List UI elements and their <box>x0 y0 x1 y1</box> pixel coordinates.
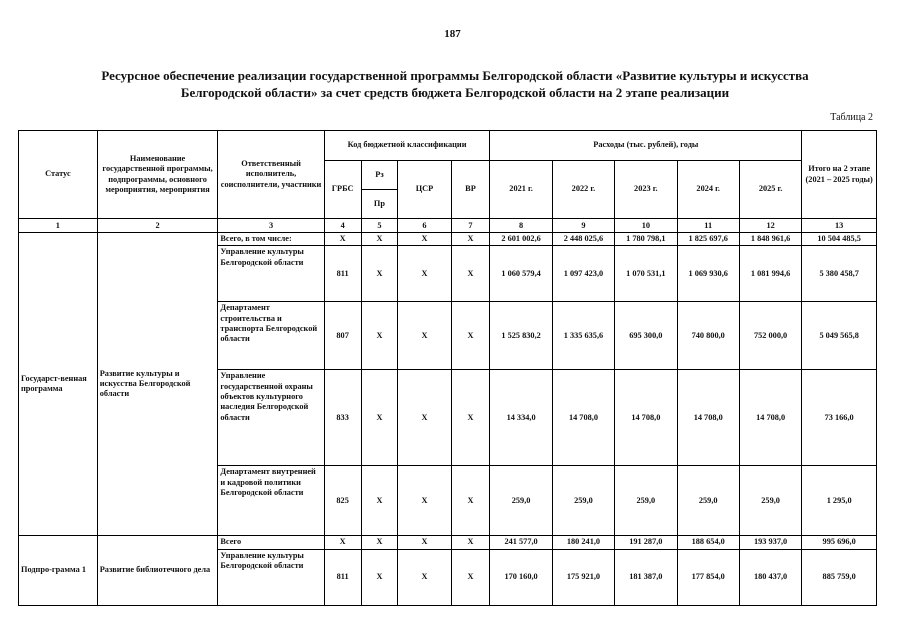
rz-cell: Х <box>361 246 398 302</box>
column-number: 3 <box>218 219 324 233</box>
header-year-2023: 2023 г. <box>615 161 677 219</box>
value-2022-cell: 1 097 423,0 <box>552 246 614 302</box>
header-grbs: ГРБС <box>324 161 361 219</box>
executor-cell: Департамент внутренней и кадровой политики Белгородской области <box>218 466 324 536</box>
executor-cell: Управление культуры Белгородской области <box>218 549 324 605</box>
column-number: 2 <box>97 219 218 233</box>
header-executor: Ответственный исполнитель, соисполнители, участники <box>218 131 324 219</box>
executor-cell: Всего, в том числе: <box>218 233 324 246</box>
column-number-row <box>19 219 877 233</box>
value-2021-cell: 1 060 579,4 <box>490 246 552 302</box>
value-2024-cell: 1 069 930,6 <box>677 246 739 302</box>
value-2025-cell: 752 000,0 <box>739 302 801 370</box>
value-2023-cell: 14 708,0 <box>615 370 677 466</box>
header-csr: ЦСР <box>398 161 451 219</box>
grbs-cell: 825 <box>324 466 361 536</box>
resource-table <box>18 130 877 606</box>
status-cell: Подпро-грамма 1 <box>19 536 98 605</box>
value-2021-cell: 1 525 830,2 <box>490 302 552 370</box>
total-cell: 10 504 485,5 <box>802 233 877 246</box>
column-number: 5 <box>361 219 398 233</box>
column-number: 12 <box>739 219 801 233</box>
value-2021-cell: 241 577,0 <box>490 536 552 549</box>
table-header <box>19 131 877 233</box>
value-2021-cell: 170 160,0 <box>490 549 552 605</box>
csr-cell: Х <box>398 246 451 302</box>
header-rz: Рз <box>361 161 398 190</box>
column-number: 11 <box>677 219 739 233</box>
table-caption: Таблица 2 <box>830 112 873 123</box>
vr-cell: Х <box>451 233 490 246</box>
vr-cell: Х <box>451 246 490 302</box>
value-2023-cell: 181 387,0 <box>615 549 677 605</box>
vr-cell: Х <box>451 466 490 536</box>
total-cell: 5 380 458,7 <box>802 246 877 302</box>
csr-cell: Х <box>398 370 451 466</box>
column-number: 1 <box>19 219 98 233</box>
state-program-block <box>19 233 877 536</box>
value-2024-cell: 1 825 697,6 <box>677 233 739 246</box>
value-2021-cell: 14 334,0 <box>490 370 552 466</box>
value-2023-cell: 1 070 531,1 <box>615 246 677 302</box>
value-2022-cell: 180 241,0 <box>552 536 614 549</box>
total-cell: 885 759,0 <box>802 549 877 605</box>
title-line-2: Белгородской области» за счет средств бюджета Белгородской области на 2 этапе реализации <box>180 85 730 100</box>
total-cell: 73 166,0 <box>802 370 877 466</box>
grbs-cell: 807 <box>324 302 361 370</box>
csr-cell: Х <box>398 536 451 549</box>
column-number: 6 <box>398 219 451 233</box>
subprogram-1-block <box>19 536 877 605</box>
value-2022-cell: 175 921,0 <box>552 549 614 605</box>
value-2025-cell: 1 081 994,6 <box>739 246 801 302</box>
total-cell: 5 049 565,8 <box>802 302 877 370</box>
value-2023-cell: 191 287,0 <box>615 536 677 549</box>
column-number: 13 <box>802 219 877 233</box>
grbs-cell: 811 <box>324 549 361 605</box>
value-2025-cell: 259,0 <box>739 466 801 536</box>
vr-cell: Х <box>451 549 490 605</box>
table-row <box>19 536 877 549</box>
document-title <box>40 67 870 101</box>
grbs-cell: 811 <box>324 246 361 302</box>
value-2024-cell: 177 854,0 <box>677 549 739 605</box>
column-number: 9 <box>552 219 614 233</box>
value-2025-cell: 180 437,0 <box>739 549 801 605</box>
header-name: Наименование государственной программы, подпрограммы, основного мероприятия, мероприятия <box>97 131 218 219</box>
value-2024-cell: 188 654,0 <box>677 536 739 549</box>
vr-cell: Х <box>451 536 490 549</box>
value-2022-cell: 1 335 635,6 <box>552 302 614 370</box>
value-2021-cell: 2 601 002,6 <box>490 233 552 246</box>
value-2025-cell: 193 937,0 <box>739 536 801 549</box>
header-year-2022: 2022 г. <box>552 161 614 219</box>
rz-cell: Х <box>361 466 398 536</box>
header-year-2021: 2021 г. <box>490 161 552 219</box>
header-status: Статус <box>19 131 98 219</box>
csr-cell: Х <box>398 233 451 246</box>
value-2023-cell: 259,0 <box>615 466 677 536</box>
executor-cell: Управление государственной охраны объектов культурного наследия Белгородской области <box>218 370 324 466</box>
value-2021-cell: 259,0 <box>490 466 552 536</box>
total-cell: 1 295,0 <box>802 466 877 536</box>
value-2025-cell: 14 708,0 <box>739 370 801 466</box>
rz-cell: Х <box>361 370 398 466</box>
header-pr: Пр <box>361 190 398 219</box>
csr-cell: Х <box>398 302 451 370</box>
executor-cell: Департамент строительства и транспорта Белгородской области <box>218 302 324 370</box>
page-number: 187 <box>444 28 461 40</box>
value-2025-cell: 1 848 961,6 <box>739 233 801 246</box>
value-2024-cell: 14 708,0 <box>677 370 739 466</box>
vr-cell: Х <box>451 370 490 466</box>
grbs-cell: 833 <box>324 370 361 466</box>
table-row <box>19 233 877 246</box>
value-2023-cell: 695 300,0 <box>615 302 677 370</box>
value-2023-cell: 1 780 798,1 <box>615 233 677 246</box>
column-number: 7 <box>451 219 490 233</box>
value-2022-cell: 2 448 025,6 <box>552 233 614 246</box>
header-expenses: Расходы (тыс. рублей), годы <box>490 131 802 161</box>
column-number: 4 <box>324 219 361 233</box>
grbs-cell: Х <box>324 536 361 549</box>
rz-cell: Х <box>361 549 398 605</box>
value-2024-cell: 259,0 <box>677 466 739 536</box>
header-total: Итого на 2 этапе (2021 – 2025 годы) <box>802 131 877 219</box>
grbs-cell: Х <box>324 233 361 246</box>
program-name-cell: Развитие культуры и искусства Белгородской области <box>97 233 218 536</box>
title-line-1: Ресурсное обеспечение реализации государственной программы Белгородской области «Развитие культуры и искусства <box>101 68 809 83</box>
status-cell: Государст-венная программа <box>19 233 98 536</box>
value-2022-cell: 14 708,0 <box>552 370 614 466</box>
column-number: 8 <box>490 219 552 233</box>
value-2024-cell: 740 800,0 <box>677 302 739 370</box>
program-name-cell: Развитие библиотечного дела <box>97 536 218 605</box>
rz-cell: Х <box>361 233 398 246</box>
executor-cell: Управление культуры Белгородской области <box>218 246 324 302</box>
value-2022-cell: 259,0 <box>552 466 614 536</box>
header-year-2024: 2024 г. <box>677 161 739 219</box>
total-cell: 995 696,0 <box>802 536 877 549</box>
rz-cell: Х <box>361 302 398 370</box>
header-vr: ВР <box>451 161 490 219</box>
csr-cell: Х <box>398 549 451 605</box>
csr-cell: Х <box>398 466 451 536</box>
header-year-2025: 2025 г. <box>739 161 801 219</box>
column-number: 10 <box>615 219 677 233</box>
header-budget-classification: Код бюджетной классификации <box>324 131 490 161</box>
vr-cell: Х <box>451 302 490 370</box>
rz-cell: Х <box>361 536 398 549</box>
executor-cell: Всего <box>218 536 324 549</box>
